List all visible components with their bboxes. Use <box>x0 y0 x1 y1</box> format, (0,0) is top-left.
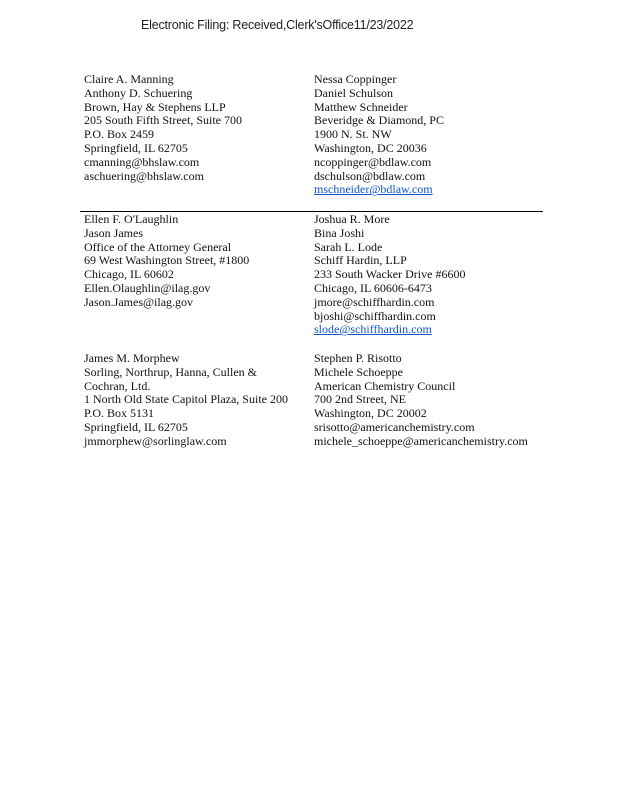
contact-name: Ellen F. O'Laughlin <box>84 212 179 226</box>
contact-address: Chicago, IL 60606-6473 <box>314 280 432 295</box>
contact-firm: Sorling, Northrup, Hanna, Cullen & <box>84 364 257 379</box>
contact-block-more <box>314 213 465 337</box>
contact-email: Ellen.Olaughlin@ilag.gov <box>84 280 211 295</box>
contact-address: Washington, DC 20036 <box>314 140 427 155</box>
contact-block-morphew <box>84 352 288 449</box>
contact-name: Nessa Coppinger <box>314 72 397 86</box>
contact-firm: Schiff Hardin, LLP <box>314 253 407 268</box>
contact-name: James M. Morphew <box>84 351 180 365</box>
contact-address: Springfield, IL 62705 <box>84 419 188 434</box>
contact-name: Jason James <box>84 225 143 240</box>
contact-email: ncoppinger@bdlaw.com <box>314 154 432 169</box>
email-link[interactable]: mschneider@bdlaw.com <box>314 182 433 197</box>
contact-name: Michele Schoeppe <box>314 364 403 379</box>
contact-address: 1900 N. St. NW <box>314 127 392 142</box>
contact-address: P.O. Box 5131 <box>84 406 155 421</box>
contact-email: bjoshi@schiffhardin.com <box>314 308 436 323</box>
contact-email: michele_schoeppe@americanchemistry.com <box>314 433 528 448</box>
contact-name: Stephen P. Risotto <box>314 351 402 365</box>
contact-firm: Cochran, Ltd. <box>84 378 151 393</box>
contact-name: Sarah L. Lode <box>314 239 383 254</box>
contact-name: Anthony D. Schuering <box>84 85 193 100</box>
contact-email: jmmorphew@sorlinglaw.com <box>84 433 227 448</box>
contact-address: 233 South Wacker Drive #6600 <box>314 267 466 282</box>
contact-name: Matthew Schneider <box>314 99 408 114</box>
contact-email: aschuering@bhslaw.com <box>84 168 204 183</box>
contact-name: Joshua R. More <box>314 212 390 226</box>
contact-email: jmore@schiffhardin.com <box>314 294 435 309</box>
contact-block-risotto <box>314 352 528 449</box>
contact-address: P.O. Box 2459 <box>84 127 155 142</box>
contact-address: 700 2nd Street, NE <box>314 392 406 407</box>
contact-firm: American Chemistry Council <box>314 378 456 393</box>
contact-address: Washington, DC 20002 <box>314 406 427 421</box>
filing-stamp: Electronic Filing: Received,Clerk'sOffice11/23/2022 <box>141 18 414 32</box>
contact-address: 205 South Fifth Street, Suite 700 <box>84 113 243 128</box>
contact-block-coppinger <box>314 73 444 197</box>
contact-email: srisotto@americanchemistry.com <box>314 419 475 434</box>
contact-email: dschulson@bdlaw.com <box>314 168 426 183</box>
contact-address: 1 North Old State Capitol Plaza, Suite 200 <box>84 392 288 407</box>
contact-block-olaughlin <box>84 213 249 310</box>
contact-firm: Beveridge & Diamond, PC <box>314 113 444 128</box>
contact-address: 69 West Washington Street, #1800 <box>84 253 250 268</box>
email-link[interactable]: slode@schiffhardin.com <box>314 322 432 337</box>
contact-address: Springfield, IL 62705 <box>84 140 188 155</box>
contact-email: Jason.James@ilag.gov <box>84 294 194 309</box>
contact-name: Daniel Schulson <box>314 85 393 100</box>
contact-address: Chicago, IL 60602 <box>84 267 174 282</box>
contact-block-manning <box>84 73 242 183</box>
contact-firm: Office of the Attorney General <box>84 239 232 254</box>
contact-name: Bina Joshi <box>314 225 365 240</box>
contact-email: cmanning@bhslaw.com <box>84 154 200 169</box>
contact-firm: Brown, Hay & Stephens LLP <box>84 99 226 114</box>
contact-name: Claire A. Manning <box>84 72 174 86</box>
